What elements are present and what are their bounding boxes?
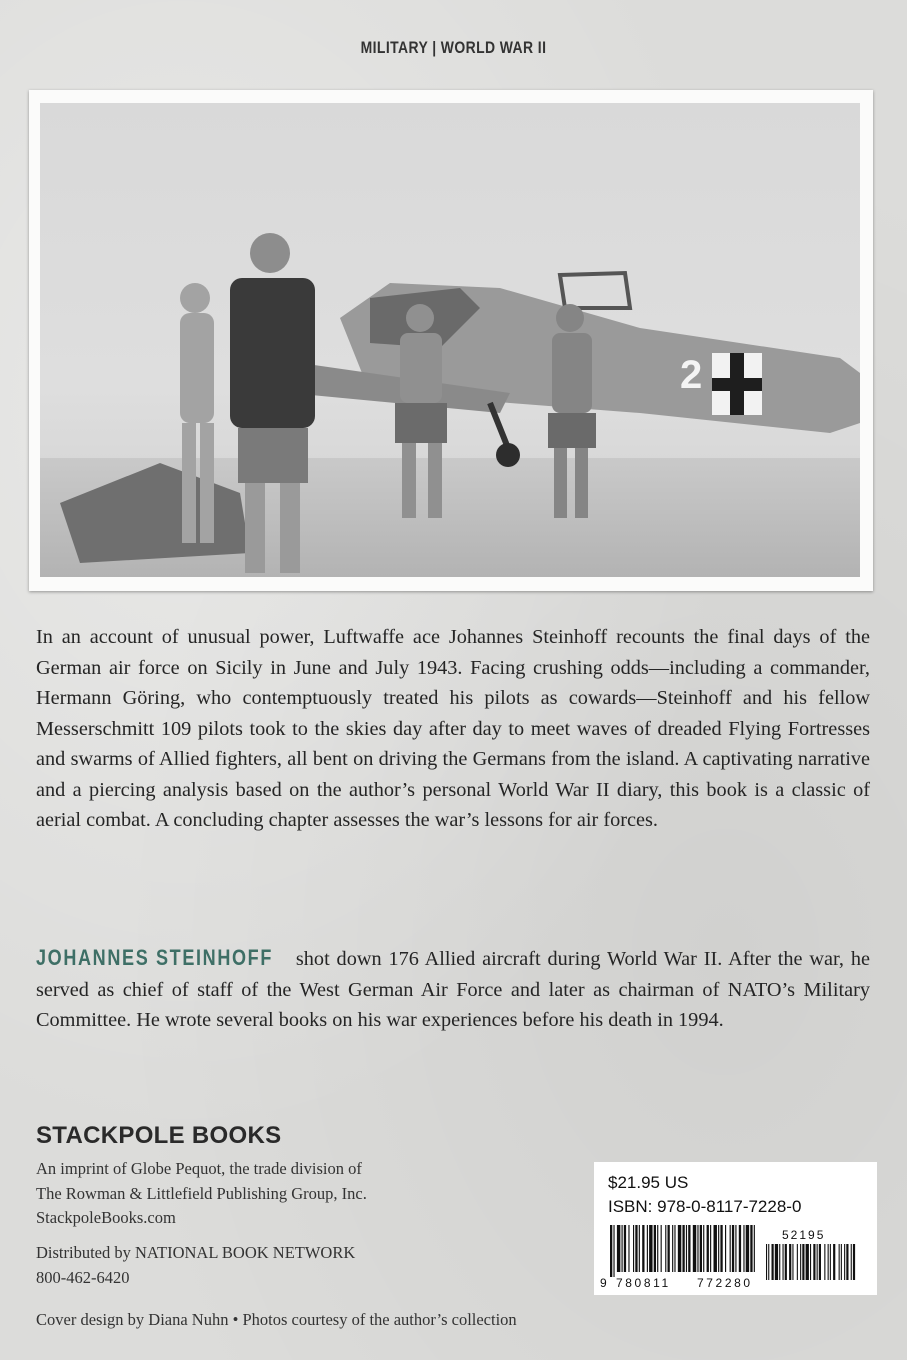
addon-bar [797, 1244, 798, 1280]
barcode-bar [682, 1225, 684, 1272]
addon-bar [828, 1244, 829, 1280]
barcode-bar [739, 1225, 741, 1272]
barcode-bar [654, 1225, 656, 1272]
author-name: JOHANNES STEINHOFF [36, 945, 274, 970]
barcode-bar [665, 1225, 666, 1272]
barcode-bar [633, 1225, 634, 1272]
aircraft-cross-horizontal [712, 378, 762, 391]
barcode-bar [703, 1225, 704, 1272]
barcode-bar [639, 1225, 640, 1272]
ean-right-digits: 772280 [697, 1276, 753, 1290]
barcode-bar [642, 1225, 644, 1272]
barcode-bar [714, 1225, 717, 1272]
addon-bar [802, 1244, 804, 1280]
distributor-info [36, 1241, 355, 1290]
barcode-bar [686, 1225, 687, 1272]
price-code: 52195 [782, 1228, 826, 1242]
addon-bar [783, 1244, 784, 1280]
photo-illustration [40, 103, 860, 577]
aircraft-number: 2 [680, 353, 703, 397]
barcode-bar [624, 1225, 626, 1272]
barcode-bar [754, 1225, 755, 1272]
addon-bar [789, 1244, 791, 1280]
book-description: In an account of unusual power, Luftwaffe ace Johannes Steinhoff recounts the final days of the German air force on Sicily in June and July 1943. Facing crushing odds—including a commander, Hermann Göring, who contemptuously treated his pilots as cowards—Steinhoff and his fellow Messerschmitt 109 pilots took to the skies day after day to meet waves of dreaded Flying Fortresses and swarms of Allied fighters, all bent on driving the Germans from the island. A captivating narrative and a piercing analysis based on the author’s personal World War II diary, this book is a classic of aerial combat. A concluding chapter assesses the war’s lessons for air forces. [36, 626, 870, 831]
addon-bar [824, 1244, 825, 1280]
barcode-bar [647, 1225, 648, 1272]
addon-bar [833, 1244, 835, 1280]
barcode-bar [610, 1225, 612, 1277]
price-label: $21.95 US [608, 1173, 689, 1192]
barcode-bar [735, 1225, 736, 1272]
barcode-bar [678, 1225, 681, 1272]
barcode-bar [697, 1225, 698, 1272]
addon-bar [768, 1244, 769, 1280]
publisher-website: StackpoleBooks.com [36, 1208, 176, 1227]
barcode-bar [730, 1225, 731, 1272]
category-label: MILITARY | WORLD WAR II [360, 38, 547, 57]
barcode-graphic [594, 1162, 877, 1295]
cover-photo [40, 103, 860, 577]
barcode-bar [617, 1225, 620, 1272]
addon-bar [785, 1244, 787, 1280]
barcode-bar [750, 1225, 752, 1272]
distributor-line: Distributed by NATIONAL BOOK NETWORK [36, 1243, 356, 1262]
barcode-bar [707, 1225, 709, 1272]
addon-bar [853, 1244, 855, 1280]
barcode-bar [613, 1225, 614, 1277]
barcode-bar [628, 1225, 629, 1272]
barcode-bar [732, 1225, 734, 1272]
addon-bar [839, 1244, 840, 1280]
isbn-label: ISBN: 978-0-8117-7228-0 [608, 1197, 802, 1216]
addon-bar [813, 1244, 815, 1280]
barcode-bar [700, 1225, 702, 1272]
barcode-bar [718, 1225, 719, 1272]
addon-bar [830, 1244, 831, 1280]
addon-bar [841, 1244, 842, 1280]
addon-bar [772, 1244, 774, 1280]
addon-bar [779, 1244, 780, 1280]
barcode-bar [693, 1225, 696, 1272]
barcode-bar [622, 1225, 623, 1272]
barcode-bar [743, 1225, 744, 1272]
barcode-bar [746, 1225, 749, 1272]
addon-bar [766, 1244, 767, 1280]
publisher-line: An imprint of Globe Pequot, the trade division of [36, 1159, 362, 1178]
addon-bar [819, 1244, 821, 1280]
addon-bar [806, 1244, 809, 1280]
barcode-bar [720, 1225, 722, 1272]
barcode-bar [674, 1225, 675, 1272]
author-bio-text: shot down 176 Allied aircraft during World War II. After the war, he served as chief of staff of the West German Air Force and later as chairman of NATO’s Military Committee. He wrote several books on his war experiences before his death in 1994. [36, 948, 870, 1031]
barcode-bar [688, 1225, 690, 1272]
author-bio [36, 943, 870, 1036]
barcode-box [594, 1162, 877, 1295]
addon-bar [810, 1244, 811, 1280]
barcode-bar [725, 1225, 726, 1272]
addon-bar [851, 1244, 852, 1280]
addon-bar [775, 1244, 778, 1280]
publisher-name: STACKPOLE BOOKS [36, 1122, 282, 1149]
distributor-phone: 800-462-6420 [36, 1267, 130, 1287]
barcode-bar [649, 1225, 652, 1272]
barcode-bar [710, 1225, 711, 1272]
barcode-bar [661, 1225, 662, 1272]
cover-credits: Cover design by Diana Nuhn • Photos courtesy of the author’s collection [36, 1310, 517, 1329]
addon-bar [846, 1244, 848, 1280]
addon-bar [792, 1244, 793, 1280]
cover-photo-frame [29, 90, 873, 591]
addon-bar [844, 1244, 845, 1280]
addon-bar [817, 1244, 818, 1280]
addon-bar [800, 1244, 801, 1280]
barcode-bar [672, 1225, 673, 1272]
barcode-bar [668, 1225, 670, 1272]
barcode-bar [635, 1225, 637, 1272]
publisher-line: The Rowman & Littlefield Publishing Group, Inc. [36, 1183, 367, 1203]
ean-lead-digit: 9 [600, 1276, 607, 1290]
aircraft-wheel [496, 443, 520, 467]
barcode-bar [657, 1225, 658, 1272]
publisher-info [36, 1157, 367, 1231]
ean-left-digits: 780811 [616, 1276, 671, 1290]
